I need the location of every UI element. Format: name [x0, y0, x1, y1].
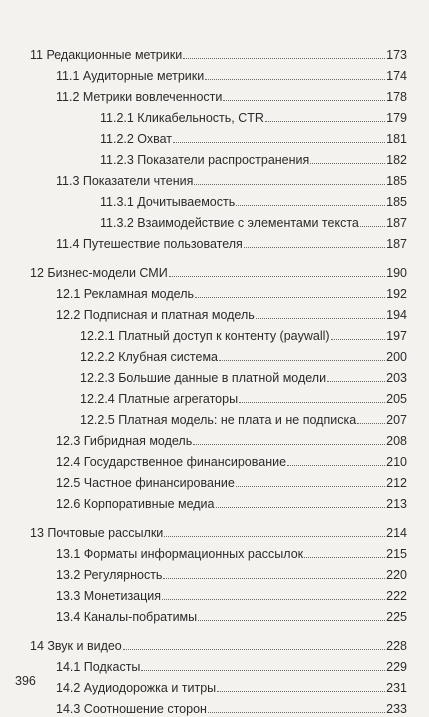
toc-entry-title: 11.2 Метрики вовлеченности: [56, 90, 223, 104]
toc-entry: [56, 701, 407, 717]
dot-leader: [169, 265, 385, 277]
toc-entry-page: 174: [386, 69, 407, 83]
toc-entry: [56, 609, 407, 625]
toc-entry-title: 11.2.3 Показатели распространения: [100, 153, 310, 167]
toc-entry-page: 222: [386, 589, 407, 603]
toc-entry-page: 212: [386, 476, 407, 490]
toc-entry: [80, 349, 407, 365]
toc-entry-page: 197: [386, 329, 407, 343]
toc-entry: [56, 286, 407, 302]
toc-entry-page: 173: [386, 48, 407, 62]
toc-entry-page: 214: [386, 526, 407, 540]
toc-entry-page: 207: [386, 413, 407, 427]
dot-leader: [193, 433, 385, 445]
toc-entry-page: 185: [386, 174, 407, 188]
dot-leader: [195, 286, 385, 298]
toc-entry-title: 11.1 Аудиторные метрики: [56, 69, 205, 83]
toc-entry-title: 14.1 Подкасты: [56, 660, 141, 674]
toc-entry-title: 11.3.1 Дочитываемость: [100, 195, 236, 209]
toc-entry: [100, 131, 407, 147]
toc-entry: [80, 391, 407, 407]
toc-entry-chapter-14: [30, 638, 407, 654]
dot-leader: [205, 68, 385, 80]
toc-entry: [100, 152, 407, 168]
toc-entry-title: 11.2.1 Кликабельность, CTR: [100, 111, 264, 125]
toc-entry-page: 215: [386, 547, 407, 561]
toc-entry-title: 12 Бизнес-модели СМИ: [30, 266, 168, 280]
toc-entry: [100, 194, 407, 210]
dot-leader: [163, 567, 385, 579]
toc-entry-page: 192: [386, 287, 407, 301]
toc-entry: [56, 236, 407, 252]
toc-entry-page: 194: [386, 308, 407, 322]
toc-entry: [56, 659, 407, 675]
dot-leader: [216, 496, 386, 508]
toc-entry-title: 12.2.3 Большие данные в платной модели: [80, 371, 327, 385]
dot-leader: [236, 194, 385, 206]
toc-entry-title: 14.2 Аудиодорожка и титры: [56, 681, 217, 695]
toc-entry-page: 231: [386, 681, 407, 695]
toc-entry: [56, 89, 407, 105]
toc-entry: [56, 588, 407, 604]
dot-leader: [164, 525, 385, 537]
toc-entry-page: 178: [386, 90, 407, 104]
toc-entry-title: 13.4 Каналы-побратимы: [56, 610, 198, 624]
dot-leader: [357, 412, 385, 424]
dot-leader: [256, 307, 385, 319]
toc-entry-title: 12.2 Подписная и платная модель: [56, 308, 255, 322]
toc-entry-chapter-11: [30, 47, 407, 63]
toc-entry-page: 203: [386, 371, 407, 385]
toc-entry-title: 12.4 Государственное финансирование: [56, 455, 287, 469]
toc-entry: [56, 496, 407, 512]
toc-entry-page: 208: [386, 434, 407, 448]
toc-entry: [56, 454, 407, 470]
dot-leader: [310, 152, 385, 164]
toc-entry-page: 210: [386, 455, 407, 469]
toc-entry-title: 11.2.2 Охват: [100, 132, 173, 146]
toc-entry-page: 182: [386, 153, 407, 167]
toc-entry: [80, 412, 407, 428]
toc-entry-page: 233: [386, 702, 407, 716]
dot-leader: [287, 454, 385, 466]
toc-entry-page: 213: [386, 497, 407, 511]
dot-leader: [223, 89, 385, 101]
toc-entry: [56, 546, 407, 562]
toc-entry-title: 13.1 Форматы информационных рассылок: [56, 547, 304, 561]
toc-entry: [56, 173, 407, 189]
toc-entry-page: 187: [386, 216, 407, 230]
dot-leader: [265, 110, 385, 122]
toc-entry: [80, 370, 407, 386]
toc-entry-title: 12.3 Гибридная модель: [56, 434, 193, 448]
toc-entry-title: 14.3 Соотношение сторон: [56, 702, 207, 716]
dot-leader: [244, 236, 385, 248]
toc-entry-page: 187: [386, 237, 407, 251]
toc-entry-chapter-13: [30, 525, 407, 541]
toc-entry-title: 12.1 Рекламная модель: [56, 287, 194, 301]
toc-entry-page: 229: [386, 660, 407, 674]
dot-leader: [217, 680, 385, 692]
page-number: 396: [15, 674, 36, 688]
toc-entry: [56, 307, 407, 323]
dot-leader: [183, 47, 385, 59]
toc-entry-page: 205: [386, 392, 407, 406]
toc-entry-page: 200: [386, 350, 407, 364]
toc-entry-page: 179: [386, 111, 407, 125]
toc-entry-title: 12.2.2 Клубная система: [80, 350, 219, 364]
toc-entry-title: 13 Почтовые рассылки: [30, 526, 164, 540]
toc-entry-title: 13.2 Регулярность: [56, 568, 163, 582]
toc-entry: [100, 110, 407, 126]
toc-entry-page: 181: [386, 132, 407, 146]
toc-entry-page: 225: [386, 610, 407, 624]
dot-leader: [141, 659, 385, 671]
toc-entry-title: 14 Звук и видео: [30, 639, 122, 653]
toc-entry-title: 11 Редакционные метрики: [30, 48, 183, 62]
toc-entry-title: 12.2.1 Платный доступ к контенту (paywall): [80, 329, 330, 343]
dot-leader: [360, 215, 385, 227]
toc-entry: [100, 215, 407, 231]
dot-leader: [236, 475, 385, 487]
toc-entry: [56, 680, 407, 696]
dot-leader: [239, 391, 385, 403]
toc-entry-page: 190: [386, 266, 407, 280]
dot-leader: [173, 131, 385, 143]
toc-entry-chapter-12: [30, 265, 407, 281]
dot-leader: [327, 370, 385, 382]
toc-entry-title: 12.2.5 Платная модель: не плата и не подписка: [80, 413, 357, 427]
toc-entry: [56, 433, 407, 449]
toc-entry-title: 13.3 Монетизация: [56, 589, 162, 603]
toc-entry-title: 11.4 Путешествие пользователя: [56, 237, 243, 251]
dot-leader: [194, 173, 385, 185]
toc-entry: [56, 68, 407, 84]
toc-entry-title: 11.3.2 Взаимодействие с элементами текста: [100, 216, 359, 230]
dot-leader: [198, 609, 385, 621]
toc-entry: [56, 567, 407, 583]
dot-leader: [208, 701, 385, 713]
dot-leader: [331, 328, 386, 340]
toc-entry-title: 12.5 Частное финансирование: [56, 476, 235, 490]
toc-entry-title: 12.2.4 Платные агрегаторы: [80, 392, 239, 406]
toc-entry: [80, 328, 407, 344]
toc-entry-title: 12.6 Корпоративные медиа: [56, 497, 215, 511]
toc-entry-page: 228: [386, 639, 407, 653]
toc-entry-title: 11.3 Показатели чтения: [56, 174, 194, 188]
dot-leader: [123, 638, 385, 650]
dot-leader: [219, 349, 385, 361]
dot-leader: [304, 546, 385, 558]
toc-entry: [56, 475, 407, 491]
dot-leader: [162, 588, 385, 600]
toc-entry-page: 185: [386, 195, 407, 209]
toc-entry-page: 220: [386, 568, 407, 582]
